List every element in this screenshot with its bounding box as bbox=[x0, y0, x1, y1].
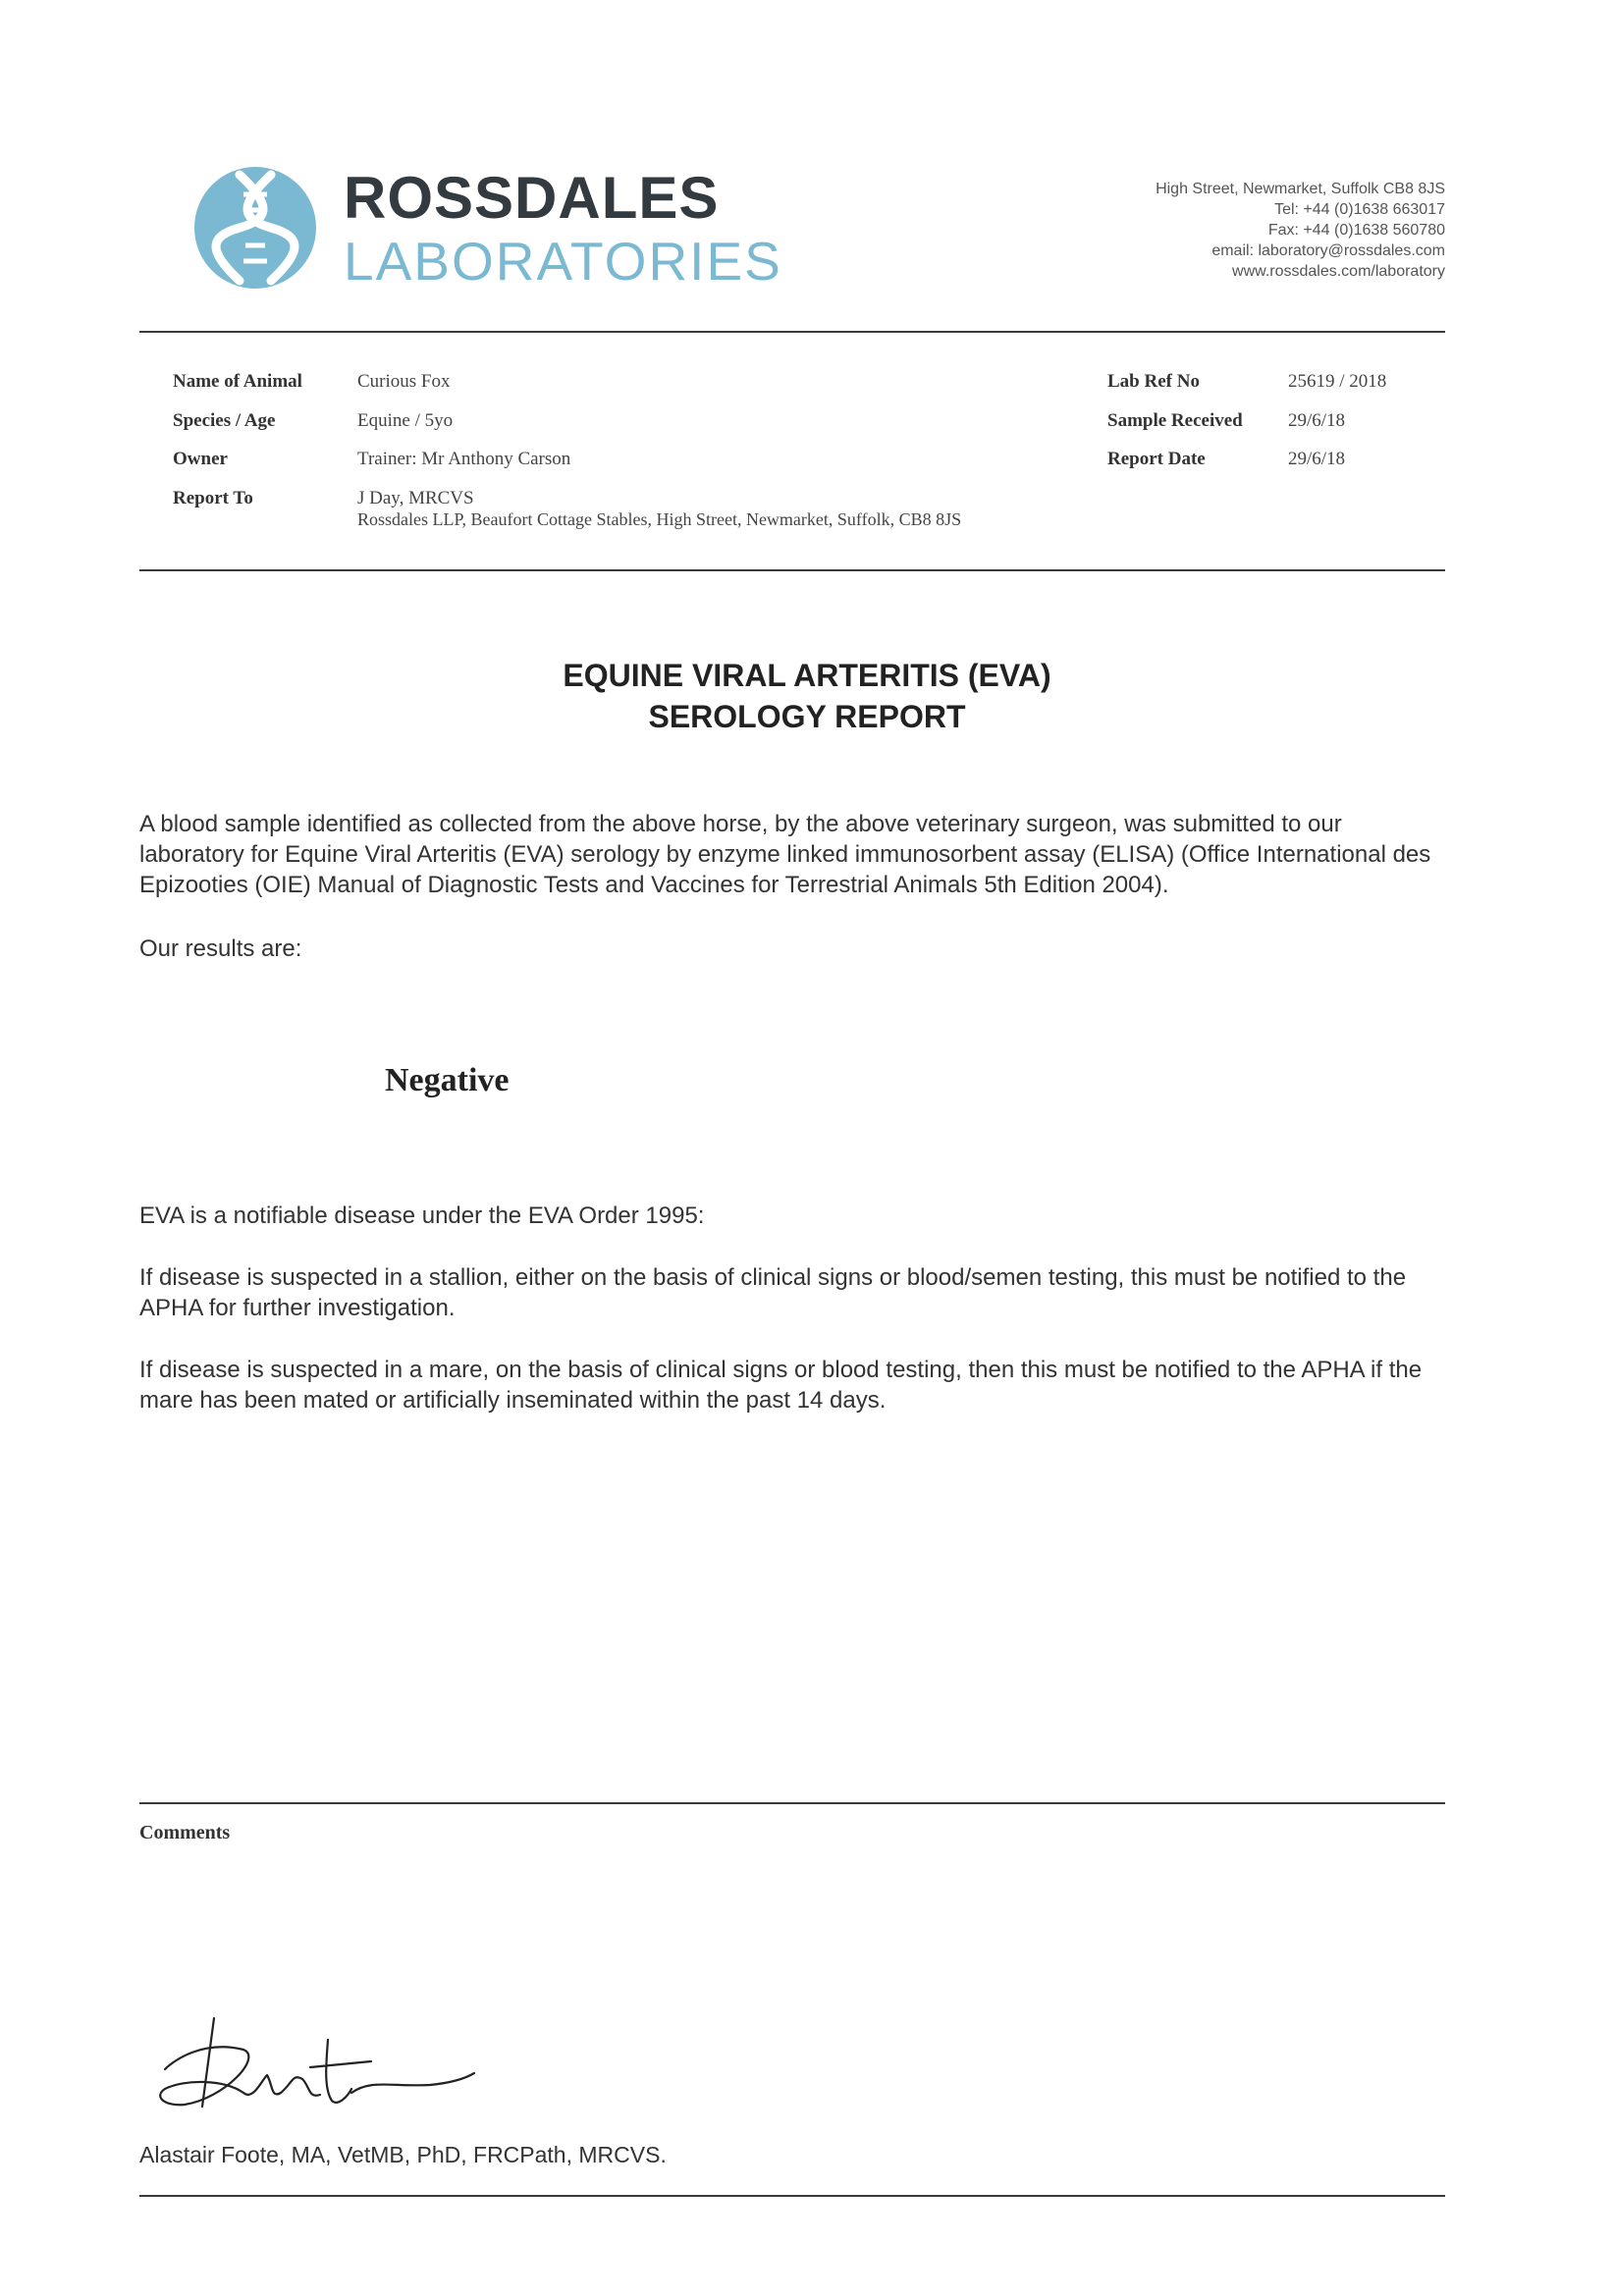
contact-email: email: laboratory@rossdales.com bbox=[1211, 242, 1445, 259]
contact-tel: Tel: +44 (0)1638 663017 bbox=[1274, 201, 1445, 218]
details-divider bbox=[139, 569, 1445, 571]
brand-name-line2: LABORATORIES bbox=[344, 231, 782, 292]
report-date-value: 29/6/18 bbox=[1288, 449, 1346, 469]
report-title-line1: EQUINE VIRAL ARTERITIS (EVA) bbox=[563, 658, 1051, 693]
test-result: Negative bbox=[385, 1062, 510, 1098]
name-of-animal-label: Name of Animal bbox=[173, 371, 302, 392]
report-to-value-line1: J Day, MRCVS bbox=[357, 488, 474, 508]
owner-value: Trainer: Mr Anthony Carson bbox=[357, 449, 571, 469]
species-age-label: Species / Age bbox=[173, 410, 276, 431]
contact-fax: Fax: +44 (0)1638 560780 bbox=[1267, 222, 1445, 239]
contact-block bbox=[1156, 179, 1445, 282]
stallion-note: If disease is suspected in a stallion, either on the basis of clinical signs or blood/semen testing, this must be notified to the APHA for further investigation. bbox=[139, 1264, 1407, 1321]
header-divider bbox=[139, 331, 1445, 333]
comments-label: Comments bbox=[139, 1822, 231, 1843]
dna-helix-logo-icon bbox=[192, 165, 318, 291]
name-of-animal-value: Curious Fox bbox=[357, 371, 451, 392]
contact-web: www.rossdales.com/laboratory bbox=[1232, 263, 1445, 280]
handwritten-signature bbox=[145, 2010, 479, 2120]
notifiable-statement: EVA is a notifiable disease under the EVA Order 1995: bbox=[139, 1202, 705, 1229]
lab-ref-label: Lab Ref No bbox=[1107, 371, 1200, 392]
contact-address: High Street, Newmarket, Suffolk CB8 8JS bbox=[1156, 181, 1445, 197]
mare-note: If disease is suspected in a mare, on the basis of clinical signs or blood testing, then this must be notified to the APHA if the mare has been mated or artificially inseminated within the past 14 days. bbox=[139, 1357, 1423, 1414]
intro-paragraph: A blood sample identified as collected from the above horse, by the above veterinary surgeon, was submitted to our laboratory for Equine Viral Arteritis (EVA) serology by enzyme linked immunosorbent assay (ELISA) (Office International des Epizooties (OIE) Manual of Diagnostic Tests and Vaccines for Terrestrial Animals 5th Edition 2004). bbox=[139, 811, 1431, 898]
comments-divider bbox=[139, 1802, 1445, 1804]
lab-ref-value: 25619 / 2018 bbox=[1288, 371, 1387, 392]
sample-received-label: Sample Received bbox=[1107, 410, 1243, 431]
report-to-value-line2: Rossdales LLP, Beaufort Cottage Stables, High Street, Newmarket, Suffolk, CB8 8JS bbox=[357, 509, 962, 529]
species-age-value: Equine / 5yo bbox=[357, 410, 454, 431]
sample-received-value: 29/6/18 bbox=[1288, 410, 1346, 431]
footer-divider bbox=[139, 2195, 1445, 2197]
report-to-label: Report To bbox=[173, 488, 253, 508]
results-intro: Our results are: bbox=[139, 935, 302, 962]
owner-label: Owner bbox=[173, 449, 228, 469]
brand-name-line1: ROSSDALES bbox=[344, 165, 720, 231]
report-title-line2: SEROLOGY REPORT bbox=[648, 699, 966, 734]
report-date-label: Report Date bbox=[1107, 449, 1206, 469]
signer-name: Alastair Foote, MA, VetMB, PhD, FRCPath, MRCVS. bbox=[139, 2142, 667, 2167]
